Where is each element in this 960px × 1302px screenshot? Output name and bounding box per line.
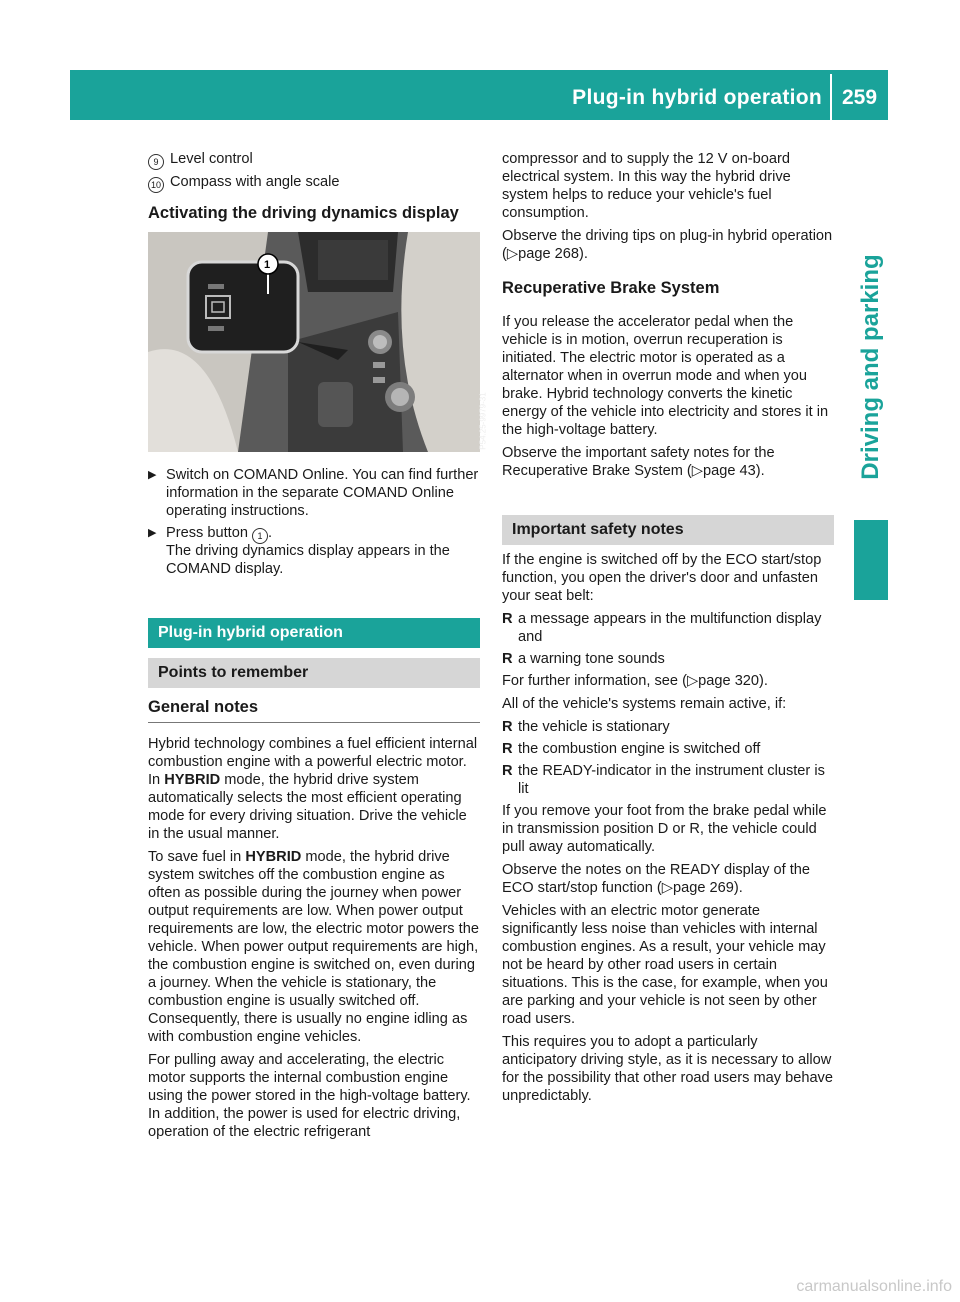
right-column [502, 150, 834, 1110]
page-ref-icon: ▷ [686, 673, 699, 689]
left-column [148, 150, 488, 1146]
list-item: R a warning tone sounds [502, 651, 665, 667]
legend-number-icon: 9 [148, 154, 164, 170]
paragraph: If you remove your foot from the brake pedal while in transmission position D or R, the vehicle could pull away automatically. [502, 803, 827, 855]
image-code: P54.25-9979-31 [478, 392, 488, 450]
bullet-icon: R [502, 763, 513, 779]
console-photo [148, 232, 488, 452]
page-ref-icon: ▷ [691, 463, 704, 479]
heading-activating: Activating the driving dynamics display [148, 204, 459, 222]
page-ref-icon: ▷ [661, 880, 674, 896]
paragraph: Observe the important safety notes for the Recuperative Brake System (▷page 43). [502, 445, 775, 479]
section-header: Plug-in hybrid operation [148, 618, 480, 648]
step-arrow-icon: ▶ [148, 469, 157, 481]
chapter-marker [854, 520, 888, 600]
bullet-icon: R [502, 611, 513, 627]
instruction-step: ▶ Switch on COMAND Online. You can find further information in the separate COMAND Online operating instructions. [148, 467, 479, 519]
header-divider [830, 74, 832, 120]
paragraph: For pulling away and accelerating, the electric motor supports the internal combustion engine using the power stored in the high-voltage battery. In addition, the power is used for electric driving, operation of the electric refrigerant [148, 1052, 471, 1140]
list-item: R the combustion engine is switched off [502, 741, 761, 757]
instruction-step: ▶ Press button 1 . The driving dynamics display appears in the COMAND display. [148, 525, 450, 577]
button-number-icon: 1 [252, 528, 268, 544]
step-arrow-icon: ▶ [148, 527, 157, 539]
page-link[interactable]: page 269). [673, 880, 743, 896]
heading-recuperative: Recuperative Brake System [502, 279, 720, 297]
legend-number-icon: 10 [148, 177, 164, 193]
list-item: R a message appears in the multifunction display and [502, 611, 822, 645]
paragraph: This requires you to adopt a particularly anticipatory driving style, as it is necessary to allow for the possibility that other road users may behave unpredictably. [502, 1034, 833, 1104]
image-callout-label: 1 [264, 259, 271, 271]
paragraph: Hybrid technology combines a fuel efficient internal combustion engine with a powerful electric motor. In HYBRID mode, the hybrid drive system automatically selects the most efficient operating mode for every driving situation. Drive the vehicle in the usual manner. [148, 736, 478, 842]
subsection-header: Points to remember [148, 658, 480, 688]
paragraph: For further information, see (▷page 320). [502, 673, 768, 689]
list-item: R the READY-indicator in the instrument cluster is lit [502, 763, 825, 797]
paragraph: If you release the accelerator pedal when the vehicle is in motion, overrun recuperation is initiated. The electric motor is operated as a alternator when in overrun mode and when you brake. Hybrid technology converts the kinetic energy of the vehicle into electricity and stores it in the high-voltage battery. [502, 314, 829, 438]
page-title: Plug-in hybrid operation [572, 86, 822, 109]
page-link[interactable]: page 43). [703, 463, 765, 479]
page-link[interactable]: page 320). [698, 673, 768, 689]
page-link[interactable]: page 268). [518, 246, 588, 262]
paragraph: Vehicles with an electric motor generate significantly less noise than vehicles with internal combustion engines. As a result, your vehicle may not be heard by other road users in certain situations. This is the case, for example, when you are parking and your vehicle is not seen by other road users. [502, 903, 828, 1027]
paragraph: Observe the notes on the READY display of the ECO start/stop function (▷page 269). [502, 862, 811, 896]
console-illustration [148, 232, 480, 452]
heading-general-notes: General notes [148, 698, 480, 723]
list-item: R the vehicle is stationary [502, 719, 670, 735]
footer-watermark: carmanualsonline.info [796, 1278, 952, 1295]
safety-header: Important safety notes [502, 515, 834, 545]
paragraph: To save fuel in HYBRID mode, the hybrid drive system switches off the combustion engine as often as possible during the journey when power output requirements are low. When power output requirements are low, the electric motor powers the vehicle. When power output requirements are high, the combustion engine is switched on, even during a journey. When the vehicle is stationary, the combustion engine is usually switched off. Consequently, there is usually no engine idling as with combustion engine vehicles. [148, 849, 479, 1045]
chapter-tab [854, 232, 888, 502]
paragraph: compressor and to supply the 12 V on-board electrical system. In this way the hybrid drive system helps to reduce your vehicle's fuel consumption. [502, 151, 791, 221]
paragraph: If the engine is switched off by the ECO start/stop function, you open the driver's door and unfasten your seat belt: [502, 552, 822, 604]
bullet-icon: R [502, 651, 513, 667]
bullet-icon: R [502, 741, 513, 757]
legend-item: 9 Level control [148, 150, 480, 168]
page-number: 259 [842, 86, 878, 109]
chapter-tab-label: Driving and parking [857, 254, 884, 480]
legend-item: 10 Compass with angle scale [148, 173, 480, 191]
paragraph: All of the vehicle's systems remain active, if: [502, 696, 787, 712]
paragraph: Observe the driving tips on plug-in hybrid operation (▷page 268). [502, 228, 833, 262]
page-ref-icon: ▷ [506, 246, 519, 262]
bullet-icon: R [502, 719, 513, 735]
